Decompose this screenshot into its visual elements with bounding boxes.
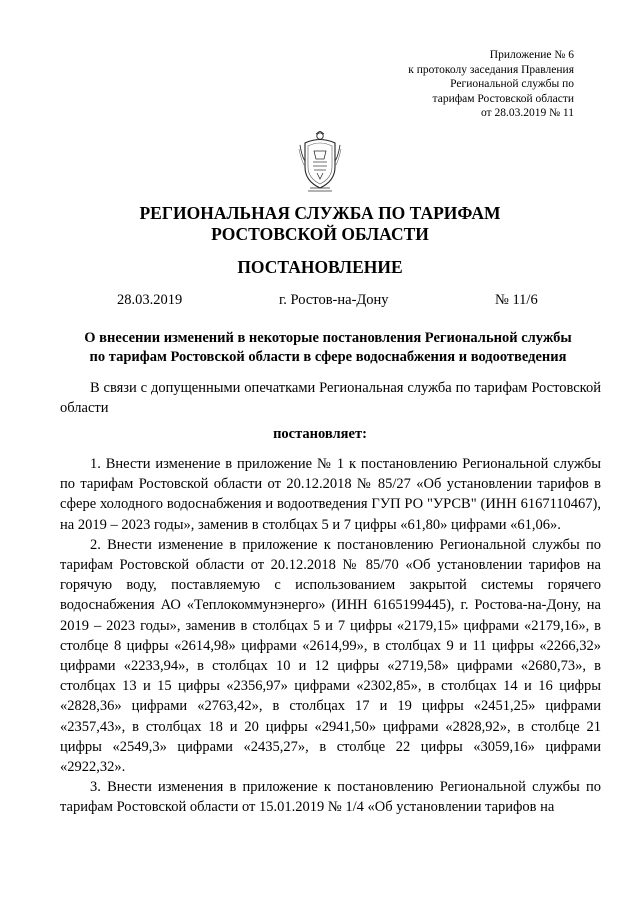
appendix-line: от 28.03.2019 № 11 bbox=[480, 107, 574, 119]
organization-title bbox=[0, 203, 640, 245]
document-number: № 11/6 bbox=[495, 292, 538, 308]
preamble bbox=[60, 378, 601, 418]
document-type: ПОСТАНОВЛЕНИЕ bbox=[237, 257, 403, 277]
appendix-line: тарифам Ростовской области bbox=[432, 92, 574, 105]
organization-title-line1: РЕГИОНАЛЬНАЯ СЛУЖБА ПО ТАРИФАМ bbox=[139, 203, 501, 223]
document-date: 28.03.2019 bbox=[117, 292, 183, 308]
decree-item-3: 3. Внести изменения в приложение к постановлению Региональной службы по тарифам Ростовской области от 15.01.2019 № 1/4 «Об установлении тарифов на bbox=[60, 779, 601, 816]
decree-items bbox=[60, 454, 601, 818]
subject-line2: по тарифам Ростовской области в сфере водоснабжения и водоотведения bbox=[89, 348, 567, 365]
decree-item-2: 2. Внести изменение в приложение к постановлению Региональной службы по тарифам Ростовской области от 20.12.2018 № 85/70 «Об установлении тарифов на горячую воду, поставляемую с использованием закрытой системы горячего водоснабжения АО «Теплокоммунэнерго» (ИНН 6165199445), г. Ростова-на-Дону, на 2019 – 2023 годы», заменив в столбцах 5 и 7 цифры «2179,15» цифрами «2179,16», в столбце 8 цифры «2614,98» цифрами «2614,99», в столбцах 9 и 11 цифры «2266,32» цифрами «2233,94», в столбцах 10 и 12 цифры «2719,58» цифрами «2680,73», в столбцах 13 и 15 цифры «2356,97» цифрами «2302,85», в столбцах 14 и 16 цифры «2828,36» цифрами «2763,42», в столбцах 17 и 19 цифры «2451,25» цифрами «2357,43», в столбцах 18 и 20 цифры «2941,50» цифрами «2828,92», в столбце 21 цифры «2549,3» цифрами «2435,27», в столбце 22 цифры «3059,16» цифрами «2922,32». bbox=[60, 536, 601, 776]
appendix-line: Приложение № 6 bbox=[489, 49, 574, 61]
document-city: г. Ростов-на-Дону bbox=[279, 292, 389, 308]
subject-line1: О внесении изменений в некоторые постановления Региональной службы bbox=[84, 330, 572, 346]
appendix-line: Региональной службы по bbox=[450, 78, 574, 90]
decree-word: постановляет: bbox=[273, 426, 367, 442]
appendix-line: к протоколу заседания Правления bbox=[408, 63, 574, 76]
organization-title-line2: РОСТОВСКОЙ ОБЛАСТИ bbox=[211, 224, 429, 244]
coat-of-arms-icon bbox=[298, 131, 342, 193]
preamble-text: В связи с допущенными опечатками Региональная служба по тарифам Ростовской области bbox=[60, 380, 601, 417]
appendix-note bbox=[408, 48, 574, 121]
decree-item-1: 1. Внести изменение в приложение № 1 к постановлению Региональной службы по тарифам Ростовской области от 20.12.2018 № 85/27 «Об установлении тарифов в сфере холодного водоснабжения и водоотведения ГУП РО "УРСВ" (ИНН 6167110467), на 2019 – 2023 годы», заменив в столбцах 5 и 7 цифры «61,80» цифрами «61,06». bbox=[60, 456, 601, 533]
document-subject bbox=[60, 329, 596, 366]
